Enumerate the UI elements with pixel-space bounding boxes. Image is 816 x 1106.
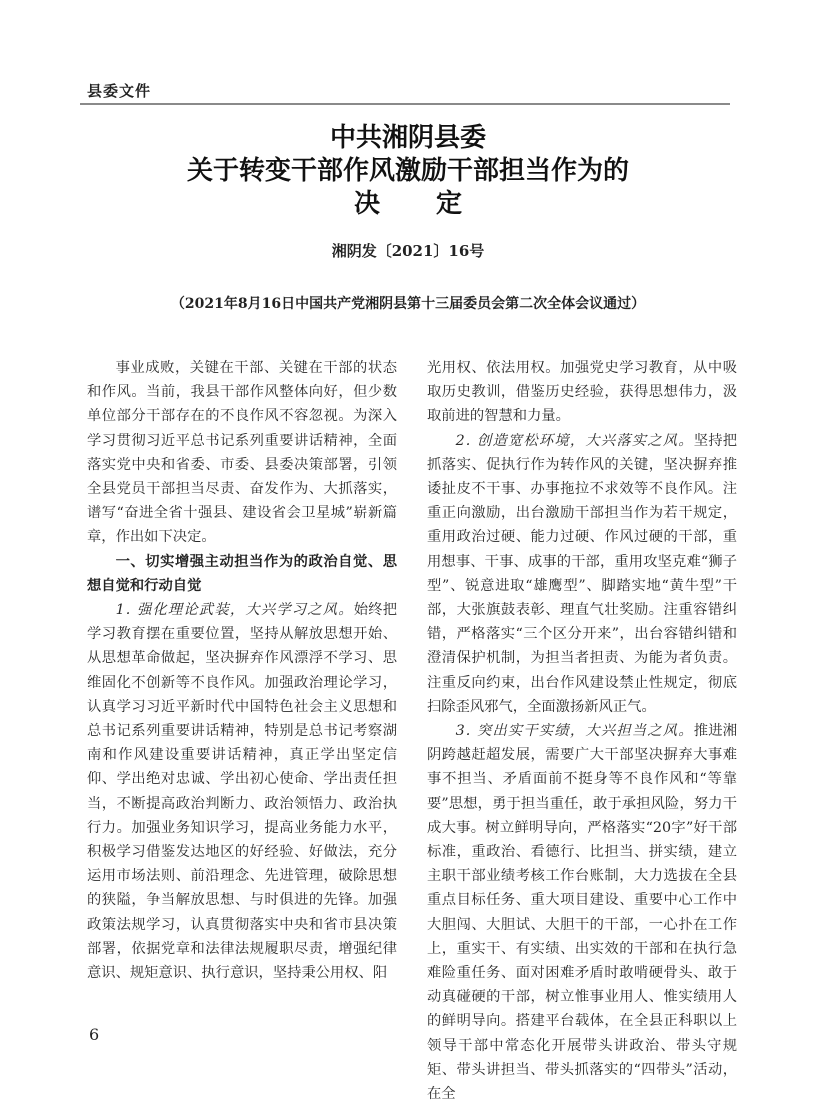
item-2-title: 2. 创造宽松环境，大兴落实之风。	[455, 432, 694, 449]
item-2-text: 坚持把抓落实、促执行作为转作风的关键，坚决摒弃推诿扯皮不干事、办事拖拉不求效等不良作风。注重正向激励，出台激励干部担当作为若干规定，重用政治过硬、能力过硬、作风过硬的干部，重用想事、干事、成事的干部，重用攻坚克难“狮子型”、锐意进取“雄鹰型”、脚踏实地“黄牛型”干部，大张旗鼓表彰、理直气壮奖励。注重容错纠错，严格落实“三个区分开来”，出台容错纠错和澄清保护机制，为担当者担责、为能为者负责。注重反向约束，出台作风建设禁止性规定，彻底扫除歪风邪气，全面激扬新风正气。	[427, 432, 737, 715]
document-number: 湘阴发〔2021〕16号	[331, 242, 485, 260]
document-title-line-1: 中共湘阴县委	[329, 123, 486, 153]
body-column-left	[87, 356, 397, 985]
item-1-text: 始终把学习教育摆在重要位置，坚持从解放思想开始、从思想革命做起，坚决摒弃作风漂浮不学习、思维固化不创新等不良作风。加强政治理论学习，认真学习习近平新时代中国特色社会主义思想和总书记系列重要讲话精神，特别是总书记考察湖南和作风建设重要讲话精神，真正学出坚定信仰、学出绝对忠诚、学出初心使命、学出责任担当，不断提高政治判断力、政治领悟力、政治执行力。加强业务知识学习，提高业务能力水平，积极学习借鉴发达地区的好经验、好做法，充分运用市场法则、前沿理念、先进管理，破除思想的狭隘，争当解放思想、与时俱进的先锋。加强政策法规学习，认真贯彻落实中央和省市县决策部署，依据党章和法律法规履职尽责，增强纪律意识、规矩意识、执行意识，坚持秉公用权、阳	[87, 602, 397, 982]
document-title-line-3	[0, 187, 816, 221]
title-word-jue: 决	[353, 189, 380, 219]
item-3-text: 推进湘阴跨越赶超发展，需要广大干部坚决摒弃大事难事不担当、矛盾面前不挺身等不良作风和“等靠要”思想，勇于担当重任，敢于承担风险，努力干成大事。树立鲜明导向，严格落实“20字”好干部标准，重政治、看德行、比担当、拼实绩，建立主职干部业绩考核工作台账制，大力选拔在全县重点目标任务、重大项目建设、重要中心工作中大胆闯、大胆试、大胆干的干部，一心扑在工作上，重实干、有实绩、出实效的干部和在执行急难险重任务、面对困难矛盾时敢啃硬骨头、敢于动真碰硬的干部，树立惟事业用人、惟实绩用人的鲜明导向。搭建平台载体，在全县正科职以上领导干部中常态化开展带头讲政治、带头守规矩、带头讲担当、带头抓落实的“四带头”活动，在全	[427, 723, 737, 1103]
header-rule	[80, 103, 730, 105]
item-1-title: 1. 强化理论武装，大兴学习之风。	[115, 602, 354, 619]
document-title-line-2: 关于转变干部作风激励干部担当作为的	[186, 156, 629, 186]
intro-paragraph: 事业成败，关键在干部、关键在干部的状态和作风。当前，我县干部作风整体向好，但少数单位部分干部存在的不良作风不容忽视。为深入学习贯彻习近平总书记系列重要讲话精神，全面落实党中央和省委、市委、县委决策部署，引领全县党员干部担当尽责、奋发作为、大抓落实，谱写“奋进全省十强县、建设省会卫星城”崭新篇章，作出如下决定。	[87, 360, 397, 546]
title-word-ding: 定	[436, 189, 463, 219]
item-1-paragraph	[87, 598, 397, 985]
item-1-continuation: 光用权、依法用权。加强党史学习教育，从中吸取历史教训，借鉴历史经验，获得思想伟力，汲取前进的智慧和力量。	[427, 360, 737, 425]
item-3-paragraph	[427, 719, 737, 1106]
item-3-title: 3. 突出实干实绩，大兴担当之风。	[455, 723, 694, 740]
adoption-note: （2021年8月16日中国共产党湘阴县第十三届委员会第二次全体会议通过）	[170, 296, 646, 312]
item-2-paragraph	[427, 429, 737, 719]
body-column-right	[427, 356, 737, 1106]
page-number: 6	[89, 1025, 100, 1044]
section-1-heading: 一、切实增强主动担当作为的政治自觉、思想自觉和行动自觉	[87, 553, 397, 594]
section-label: 县委文件	[87, 82, 152, 100]
